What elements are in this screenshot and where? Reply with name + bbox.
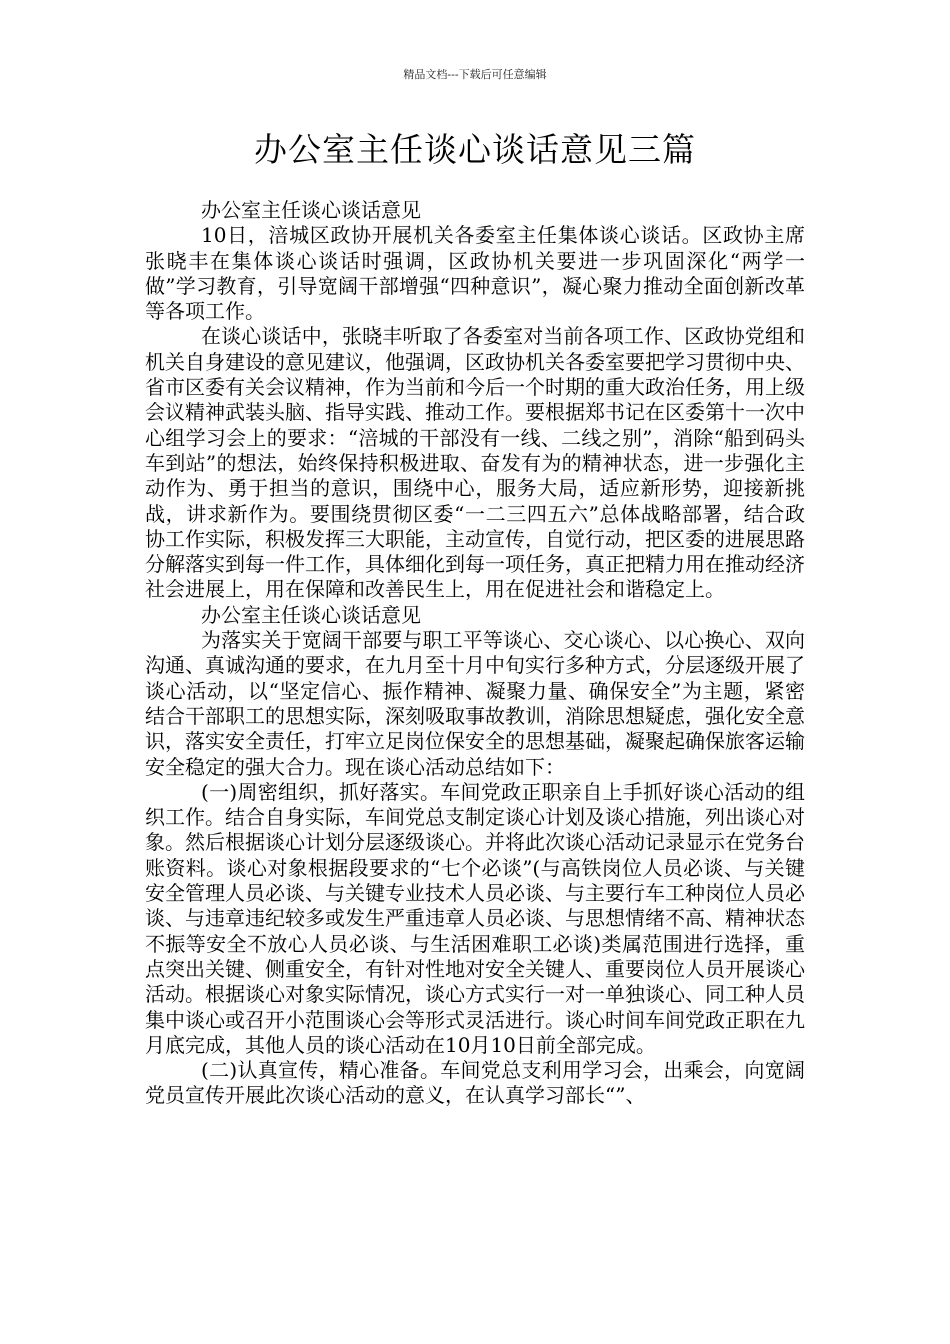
header-note: 精品文档---下载后可任意编辑 — [403, 68, 547, 81]
section-heading-1: 办公室主任谈心谈话意见 — [201, 198, 421, 222]
section-heading-2: 办公室主任谈心谈话意见 — [201, 602, 421, 627]
paragraph: (一)周密组织，抓好落实。车间党政正职亲自上手抓好谈心活动的组织工作。结合自身实际，车间党总支制定谈心计划及谈心措施，列出谈心对象。然后根据谈心计划分层逐级谈心。并将此次谈心活动记录显示在党务台账资料。谈心对象根据段要求的“七个必谈”(与高铁岗位人员必谈、与关键安全管理人员必谈、与关键专业技术人员必谈、与主要行车工种岗位人员必谈、与违章违纪较多或发生严重违章人员必谈、与思想情绪不高、精神状态不振等安全不放心人员必谈、与生活困难职工必谈)类属范围进行选择，重点突出关键、侧重安全，有针对性地对安全关键人、重要岗位人员开展谈心活动。根据谈心对象实际情况，谈心方式实行一对一单独谈心、同工种人员集中谈心或召开小范围谈心会等形式灵活进行。谈心时间车间党政正职在九月底完成，其他人员的谈心活动在10月10日前全部完成。 — [145, 779, 805, 1057]
paragraph: 在谈心谈话中，张晓丰听取了各委室对当前各项工作、区政协党组和机关自身建设的意见建议，他强调，区政协机关各委室要把学习贯彻中央、省市区委有关会议精神，作为当前和今后一个时期的重大政治任务，用上级会议精神武装头脑、指导实践、推动工作。要根据郑书记在区委第十一次中心组学习会上的要求：“涪城的干部没有一线、二线之别”，消除“船到码头车到站”的想法，始终保持积极进取、奋发有为的精神状态，进一步强化主动作为、勇于担当的意识，围绕中心，服务大局，适应新形势，迎接新挑战，讲求新作为。要围绕贯彻区委“一二三四五六”总体战略部署，结合政协工作实际，积极发挥三大职能，主动宣传，自觉行动，把区委的进展思路分解落实到每一件工作，具体细化到每一项任务，真正把精力用在推动经济社会进展上，用在保障和改善民生上，用在促进社会和谐稳定上。 — [145, 324, 805, 602]
paragraph: (二)认真宣传，精心准备。车间党总支利用学习会，出乘会，向宽阔党员宣传开展此次谈心活动的意义，在认真学习部长“”、 — [145, 1058, 805, 1108]
document-title: 办公室主任谈心谈话意见三篇 — [254, 130, 696, 169]
paragraph: 10日，涪城区政协开展机关各委室主任集体谈心谈话。区政协主席张晓丰在集体谈心谈话时强调，区政协机关要进一步巩固深化“两学一做”学习教育，引导宽阔干部增强“四种意识”，凝心聚力推动全面创新改革等各项工作。 — [145, 223, 805, 324]
document-body — [145, 198, 805, 1109]
paragraph: 为落实关于宽阔干部要与职工平等谈心、交心谈心、以心换心、双向沟通、真诚沟通的要求，在九月至十月中旬实行多种方式，分层逐级开展了谈心活动，以“坚定信心、振作精神、凝聚力量、确保安全”为主题，紧密结合干部职工的思想实际，深刻吸取事故教训，消除思想疑虑，强化安全意识，落实安全责任，打牢立足岗位保安全的思想基础，凝聚起确保旅客运输安全稳定的强大合力。现在谈心活动总结如下： — [145, 628, 805, 779]
